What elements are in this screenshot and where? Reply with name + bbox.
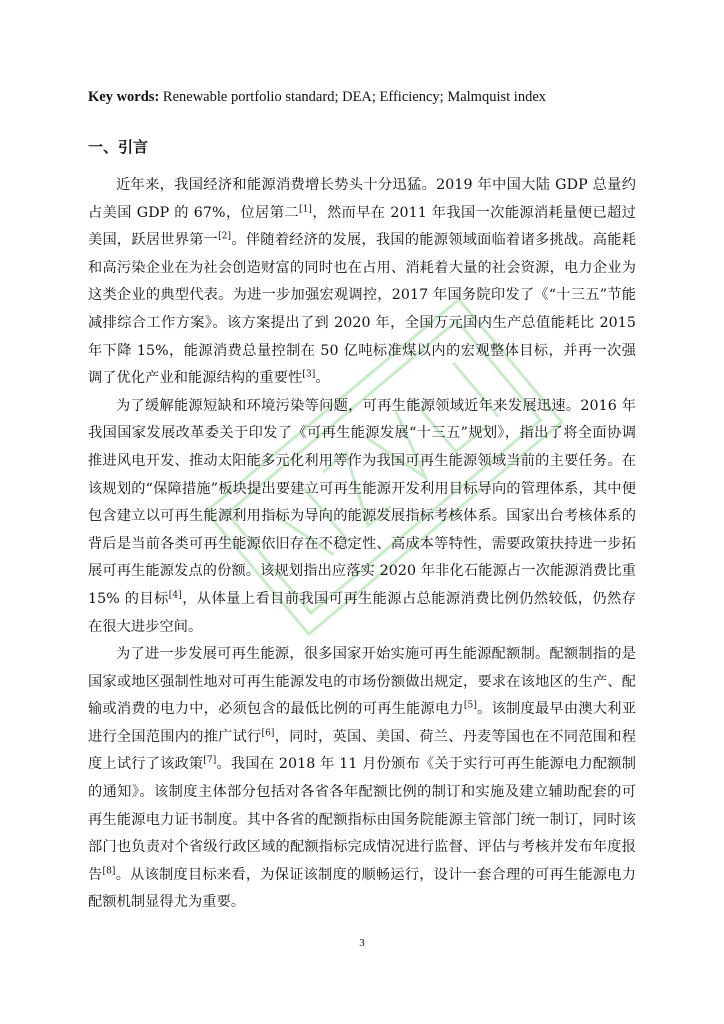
page-number: 3 <box>359 937 365 949</box>
citation-ref: [8] <box>102 866 116 877</box>
section-heading: 一、引言 <box>88 138 149 156</box>
paragraph: 为了缓解能源短缺和环境污染等问题，可再生能源领域近年来发展迅速。2016 年我国国家发展改革委关于印发了《可再生能源发展“十三五”规划》，指出了将全面协调推进风电开发、推动太阳能多元化利用等作为我国可再生能源领域当前的主要任务。在该规划的“保障措施”板块提出要建立可再生能源开发利用目标导向的管理体系，其中便包含建立以可再生能源利用指标为导向的能源发展指标考核体系。国家出台考核体系的背后是当前各类可再生能源依旧存在不稳定性、高成本等特性，需要政策扶持进一步拓展可再生能源发点的份额。该规划指出应落实 2020 年非化石能源占一次能源消费比重 15% 的目标[4]，从体量上看目前我国可再生能源占总能源消费比例仍然较低，仍然存在很大进步空间。 <box>88 397 636 635</box>
citation-ref: [1] <box>298 203 313 214</box>
paragraph: 近年来，我国经济和能源消费增长势头十分迅猛。2019 年中国大陆 GDP 总量约占美国 GDP 的 67%，位居第二[1]，然而早在 2011 年我国一次能源消耗量便已超过美国，跃居世界第一[2]。伴随着经济的发展，我国的能源领域面临着诸多挑战。高能耗和高污染企业在为社会创造财富的同时也在占用、消耗着大量的社会资源，电力企业为这类企业的典型代表。为进一步加强宏观调控，2017 年国务院印发了《“十三五”节能减排综合工作方案》。该方案提出了到 2020 年，全国万元国内生产总值能耗比 2015 年下降 15%，能源消费总量控制在 50 亿吨标准煤以内的宏观整体目标，并再一次强调了优化产业和能源结构的重要性[3]。 <box>88 177 636 387</box>
keywords-line <box>88 87 648 107</box>
citation-ref: [4] <box>168 590 182 601</box>
paragraph: 为了进一步发展可再生能源，很多国家开始实施可再生能源配额制。配额制指的是国家或地区强制性地对可再生能源发电的市场份额做出规定，要求在该地区的生产、配输或消费的电力中，必须包含的最低比例的可再生能源电力[5]。该制度最早由澳大利亚进行全国范围内的推广试行[6]，同时，英国、美国、荷兰、丹麦等国也在不同范围和程度上试行了该政策[7]。我国在 2018 年 11 月份颁布《关于实行可再生能源电力配额制的通知》。该制度主体部分包括对各省各年配额比例的制订和实施及建立辅助配套的可再生能源电力证书制度。其中各省的配额指标由国务院能源主管部门统一制订，同时该部门也负责对个省级行政区域的配额指标完成情况进行监督、评估与考核并发布年度报告[8]。从该制度目标来看，为保证该制度的顺畅运行，设计一套合理的可再生能源电力配额机制显得尤为重要。 <box>88 646 636 911</box>
citation-ref: [7] <box>203 755 217 766</box>
citation-ref: [3] <box>302 369 316 380</box>
body-text <box>88 172 636 917</box>
citation-ref: [5] <box>463 700 477 711</box>
citation-ref: [2] <box>218 231 232 242</box>
keywords-text: Renewable portfolio standard; DEA; Efficiency; Malmquist index <box>159 89 547 105</box>
keywords-label: Key words: <box>88 89 160 105</box>
citation-ref: [6] <box>261 728 275 739</box>
